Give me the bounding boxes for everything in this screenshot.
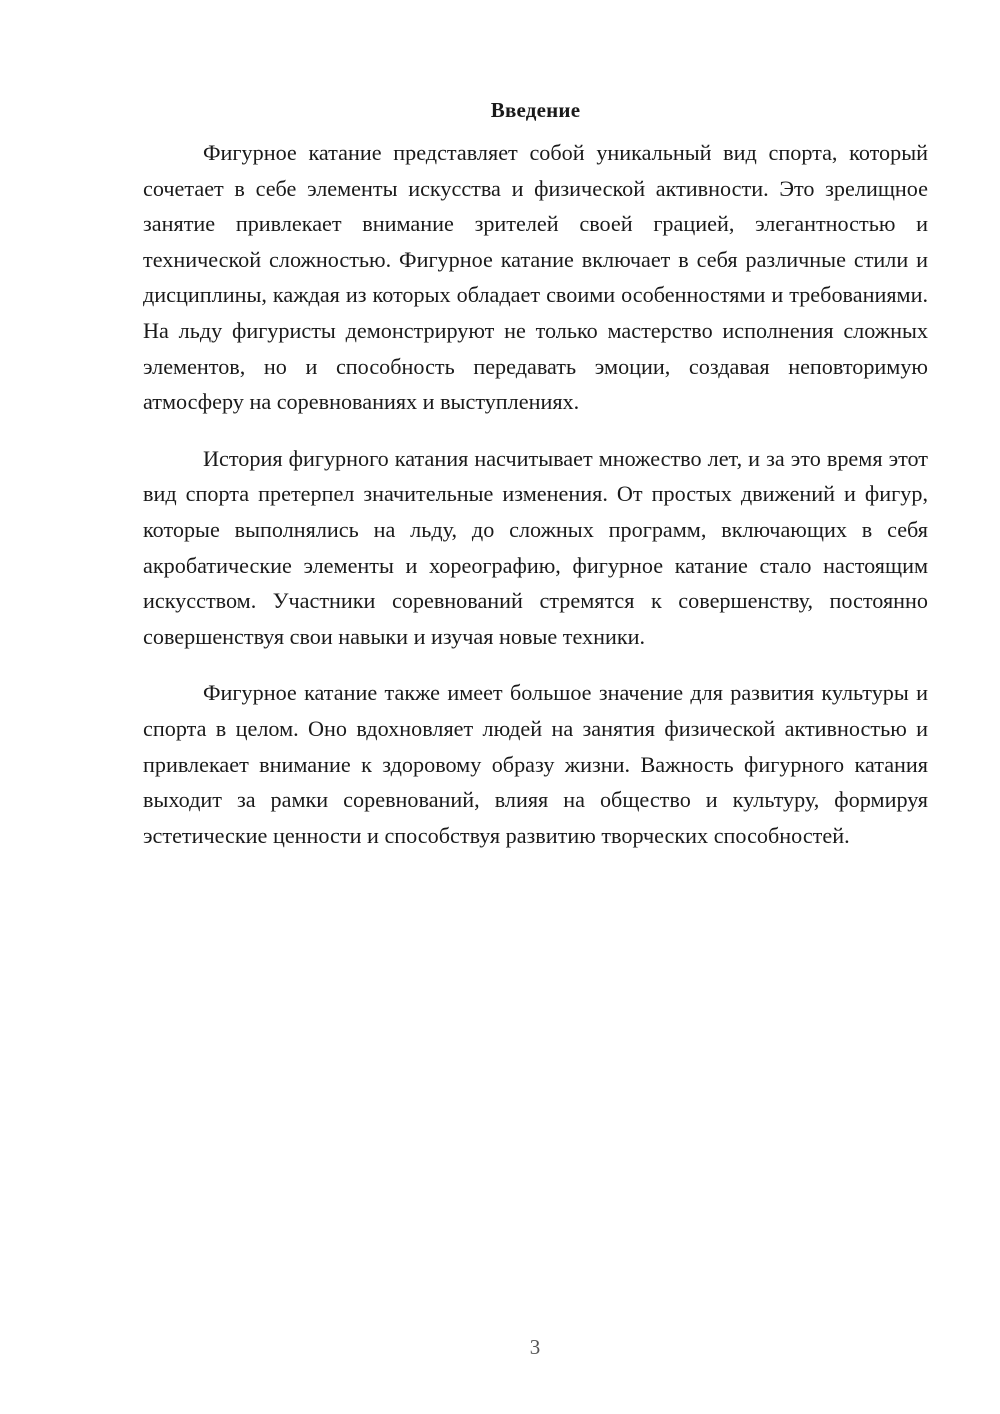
paragraph-3: Фигурное катание также имеет большое значение для развития культуры и спорта в целом. Оно вдохновляет людей на занятия физической активностью и привлекает внимание к здоровому образу жизни. Важность фигурного катания выходит за рамки соревнований, влияя на общество и культуру, формируя эстетические ценности и способствуя развитию творческих способностей. <box>143 680 928 848</box>
document-body <box>143 96 928 874</box>
paragraph-1: Фигурное катание представляет собой уникальный вид спорта, который сочетает в себе элементы искусства и физической активности. Это зрелищное занятие привлекает внимание зрителей своей грацией, элегантностью и технической сложностью. Фигурное катание включает в себя различные стили и дисциплины, каждая из которых обладает своими особенностями и требованиями. На льду фигуристы демонстрируют не только мастерство исполнения сложных элементов, но и способность передавать эмоции, создавая неповторимую атмосферу на соревнованиях и выступлениях. <box>143 140 928 415</box>
section-title: Введение <box>490 98 581 122</box>
paragraph-2: История фигурного катания насчитывает множество лет, и за это время этот вид спорта претерпел значительные изменения. От простых движений и фигур, которые выполнялись на льду, до сложных программ, включающих в себя акробатические элементы и хореографию, фигурное катание стало настоящим искусством. Участники соревнований стремятся к совершенству, постоянно совершенствуя свои навыки и изучая новые техники. <box>143 445 928 649</box>
page-number: 3 <box>529 1335 541 1359</box>
